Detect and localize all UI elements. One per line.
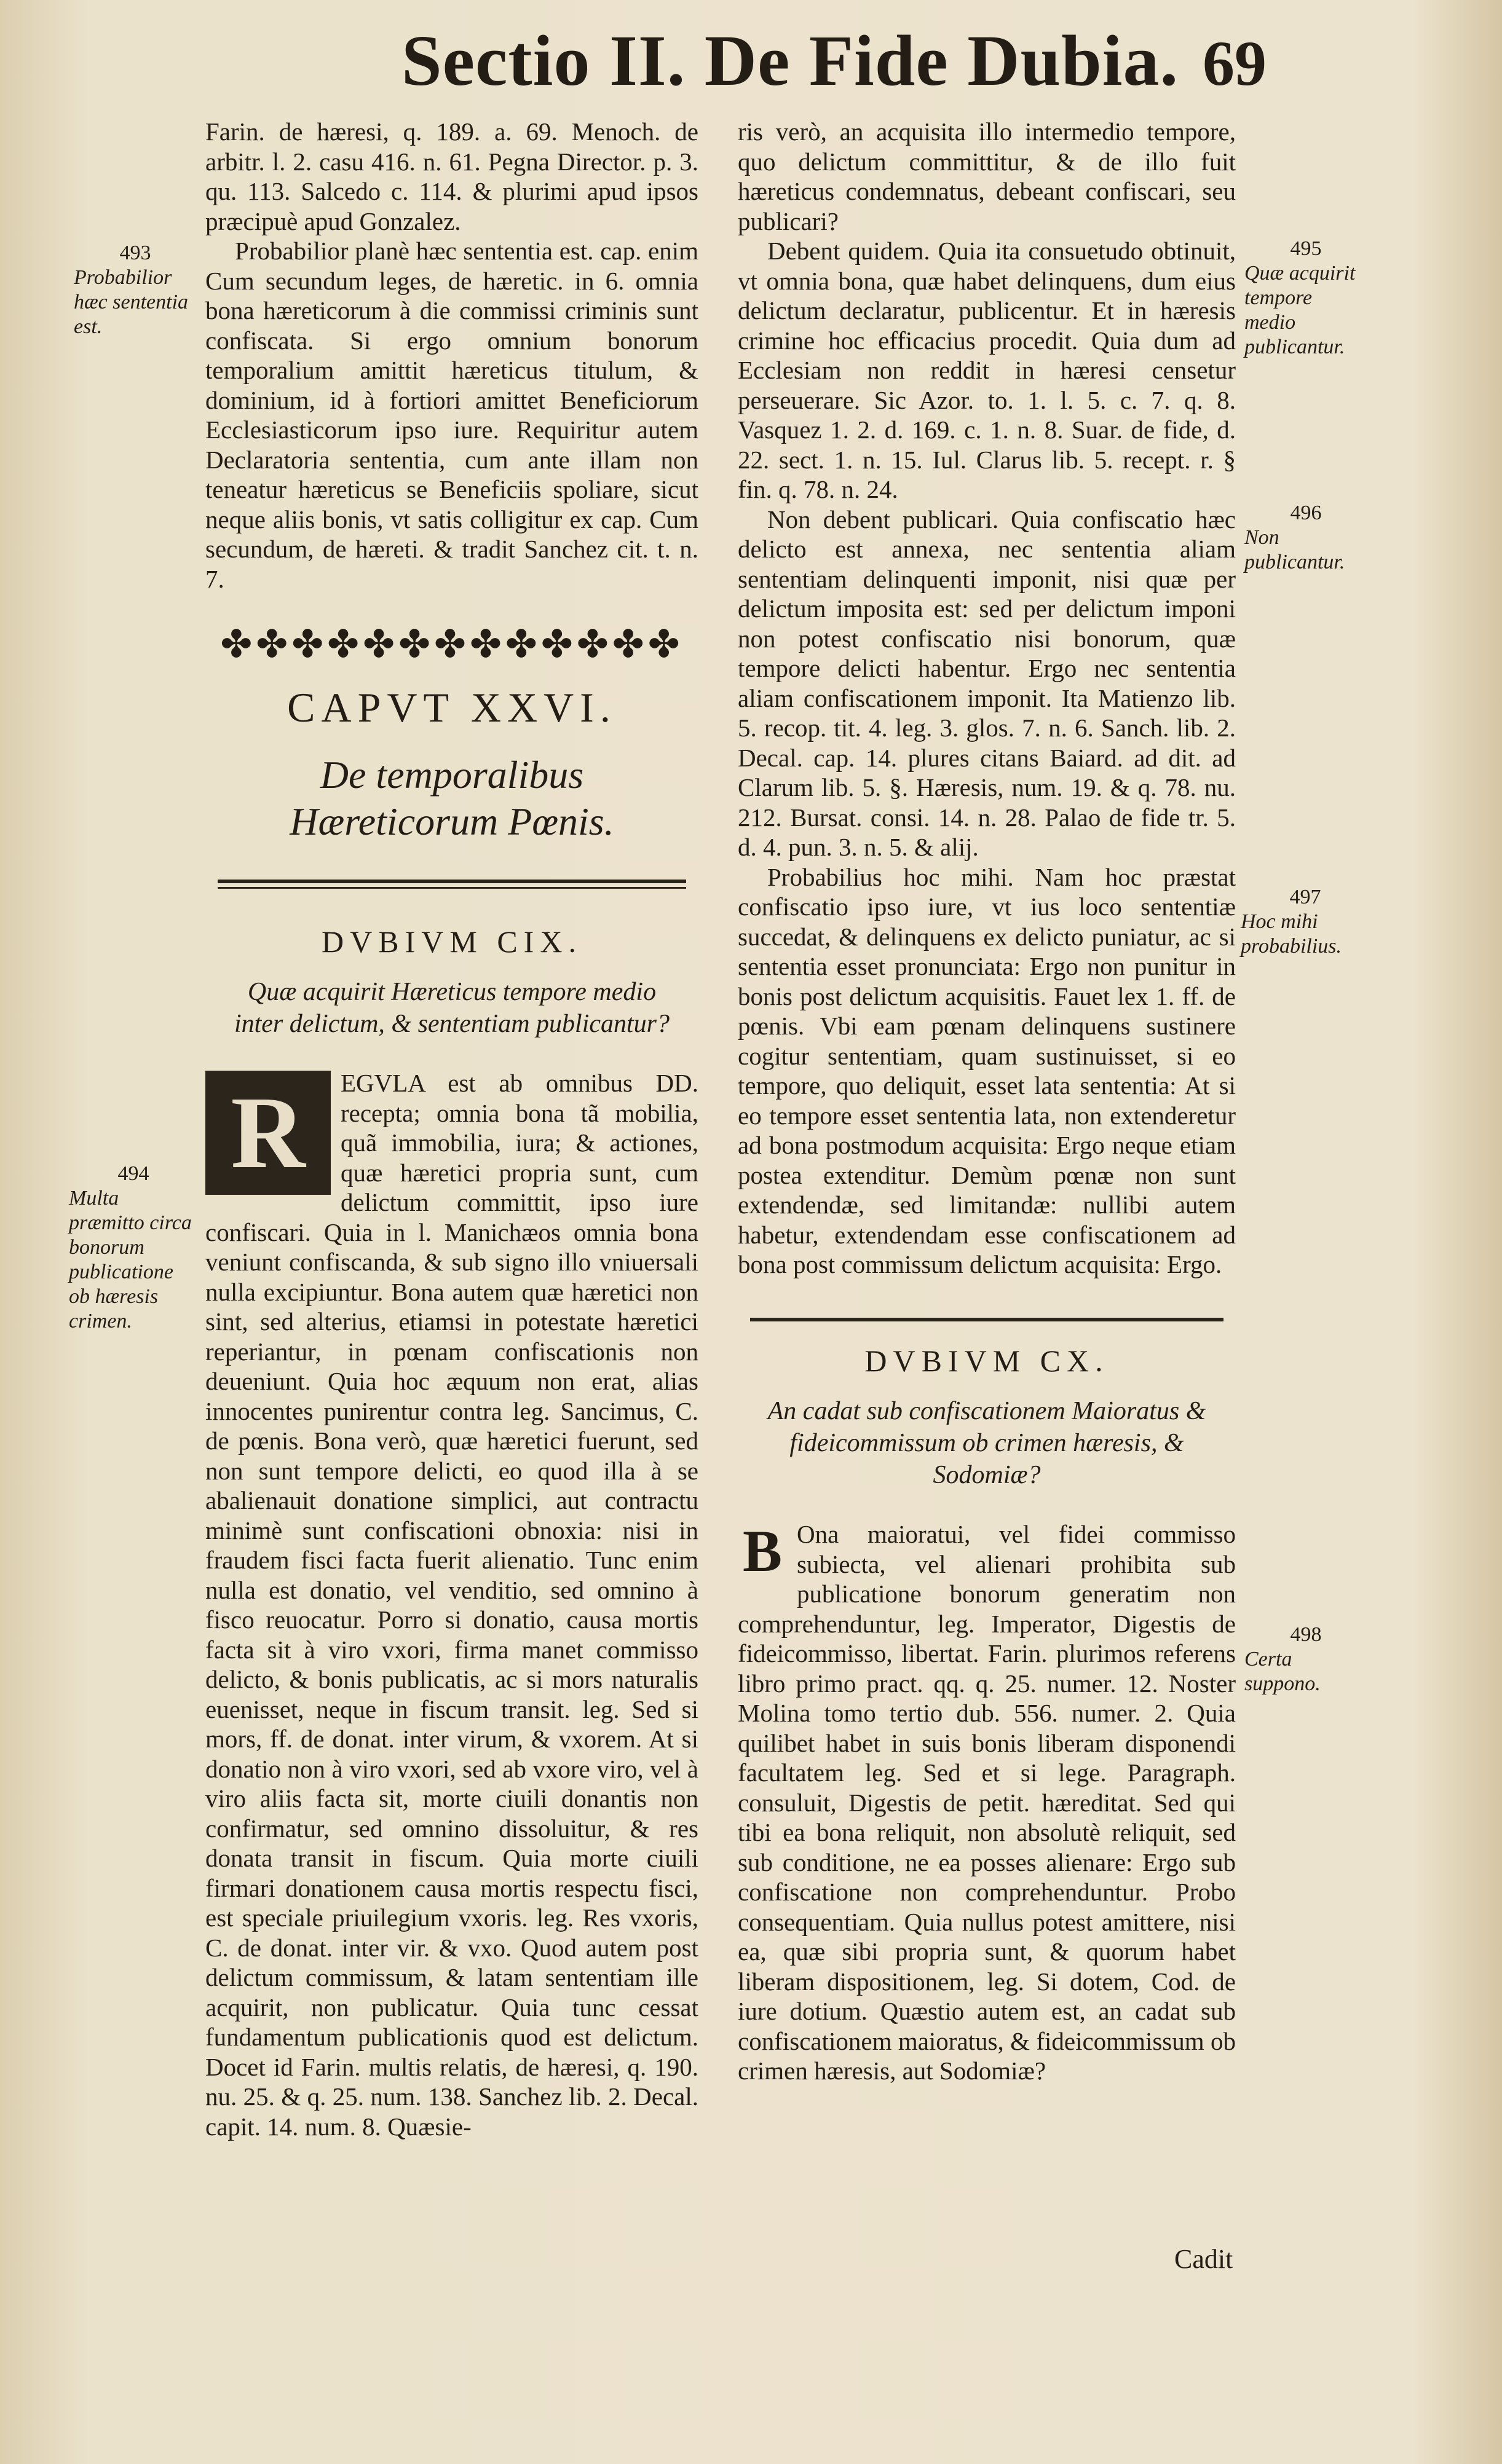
paragraph-continuation: ris verò, an acquisita illo intermedio tempore, quo delictum committitur, & de illo fuit hæreticus condemnatus, debeant confiscari, seu publicari? <box>738 117 1236 235</box>
dubium-question: Quæ acquirit Hæreticus tempore medio inter delictum, & sententiam publicantur? <box>234 978 670 1039</box>
margin-note-text: Non publicantur. <box>1244 526 1345 573</box>
paragraph-498-text: Ona maioratui, vel fidei commisso subiecta, vel alienari prohibita sub publicatione bonorum generatim non comprehenduntur, leg. Imperator, Digestis de fideicommisso, libertat. Farin. plurimos referens libro primo pract. qq. q. 25. numer. 12. Noster Molina tomo tertio dub. 556. numer. 2. Quia quilibet habet in suis bonis liberam disponendi facultatem leg. Sed et si lege. Paragraph. consuluit, Digestis de petit. hæreditat. Sed qui tibi ea bona reliquit, non absolutè reliquit, sed sub conditione, ne ea posses alienare: Ergo sub confiscatione non comprehenduntur. Probo consequentiam. Quia nullus potest amittere, nisi ea, quæ sibi propria sunt, & quorum habet liberam dispositionem, leg. Si dotem, Cod. de iure dotium. Quæstio autem est, an cadat sub confiscationem maioratus, & fideicommissum ob crimen hæresis, aut Sodomiæ? <box>738 1520 1236 2085</box>
paragraph-495: Debent quidem. Quia ita consuetudo obtinuit, vt omnia bona, quæ habet delinquens, dum eius delictum declaratur, publicentur. Et in hæresis crimine hoc efficacius procedit. Quia dum ad Ecclesiam non reddit in hæresi censetur perseuerare. Sic Azor. to. 1. l. 5. c. 7. q. 8. Vasquez 1. 2. d. 169. c. 1. n. 8. Suar. de fide, d. 22. sect. 1. n. 15. Iul. Clarus lib. 5. recept. r. § fin. q. 78. n. 24. <box>738 237 1236 503</box>
catchword: Cadit <box>1174 2244 1233 2274</box>
drop-cap: B <box>742 1518 783 1584</box>
paragraph-498 <box>738 1519 1236 2086</box>
margin-note-number: 495 <box>1290 237 1322 260</box>
chapter-title: CAPVT XXVI. <box>287 684 617 731</box>
margin-note-493 <box>74 241 197 339</box>
chapter-subtitle: De temporalibus Hæreticorum Pœnis. <box>290 752 614 843</box>
divider-rule <box>750 1318 1223 1321</box>
dubium-heading: DVBIVM CX. <box>864 1343 1109 1378</box>
margin-note-text: Certa suppono. <box>1244 1648 1321 1695</box>
ornament-border: ✤✤✤✤✤✤✤✤✤✤✤✤✤ <box>220 624 684 666</box>
margin-note-text: Quæ acquirit tempore medio publicantur. <box>1244 262 1356 358</box>
margin-note-text: Hoc mihi probabilius. <box>1241 910 1342 958</box>
drop-cap: R <box>205 1071 331 1195</box>
margin-note-number: 493 <box>119 242 151 264</box>
margin-note-496 <box>1244 501 1367 575</box>
right-column <box>738 117 1236 2086</box>
margin-note-number: 498 <box>1290 1623 1322 1646</box>
margin-note-number: 497 <box>1289 886 1321 908</box>
paragraph-continuation: Farin. de hæresi, q. 189. a. 69. Menoch. de arbitr. l. 2. casu 416. n. 61. Pegna Director. p. 3. qu. 113. Salcedo c. 114. & plurimi apud ipsos præcipuè apud Gonzalez. <box>205 117 698 235</box>
paragraph-493: Probabilior planè hæc sententia est. cap. enim Cum secundum leges, de hæretic. in 6. omnia bona hæreticorum à die commissi criminis sunt confiscata. Si ergo omnium bonorum temporalium amittit hæreticus titulum, & dominium, id à fortiori amittet Beneficiorum Ecclesiasticorum ipso iure. Requiritur autem Declaratoria sententia, cum ante illam non teneatur hæreticus se Beneficiis spoliare, sicut neque aliis bonis, vt satis colligitur ex cap. Cum secundum, de hæreti. & tradit Sanchez cit. t. n. 7. <box>205 237 698 593</box>
paragraph-497: Probabilius hoc mihi. Nam hoc præstat confiscatio ipso iure, vt ius loco sententiæ succedat, & delinquens ex delicto puniatur, ac si sententia esset pronunciata: Ergo non punitur in bonis post delictum acquisitis. Fauet lex 1. ff. de pœnis. Vbi eam pœnam delinquens sustinere cogitur sententiam, quam sustinuisset, si eo tempore, quo deliquit, esset lata sententia: At si eo tempore esset sententia lata, non extenderetur ad bona postmodum acquisita: Ergo neque etiam postea extenditur. Demùm pœnæ non sunt extendendæ, sed limitandæ: nullibi autem habetur, extendendam esse confiscationem ad bona post commissum delictum acquisita: Ergo. <box>738 862 1236 1278</box>
running-head: Sectio II. De Fide Dubia. <box>401 20 1179 101</box>
margin-note-498 <box>1244 1623 1367 1696</box>
paragraph-494-text: EGVLA est ab omnibus DD. recepta; omnia bona tã mobilia, quã immobilia, iura; & actiones, quæ hæretici propria sunt, cum delictum committit, ipso iure confiscari. Quia in l. Manichæos omnia bona veniunt confiscanda, & sub signo illo vniuersali nulla excipiuntur. Bona autem quæ hæretici non sint, sed alterius, etiamsi in potestate hæretici reperiantur, in pœnam confiscationis non deueniunt. Quia hoc æquum non erat, alias innocentes punirentur contra leg. Sancimus, C. de pœnis. Bona verò, quæ hæretici fuerunt, sed non sunt tempore delicti, eo quod illa à se abalienauit donatione simplici, aut contractu minimè sunt confiscationi obnoxia: nisi in fraudem fisci facta fuerit alienatio. Tunc enim nulla est donatio, vel venditio, sed omnino à fisco reuocatur. Porro si donatio, causa mortis facta sit à viro vxori, firma manet commisso delicto, & bonis publicatis, ac si mors naturalis euenisset, neque in fiscum transit. leg. Sed si mors, ff. de donat. inter virum, & vxorem. At si donatio non à viro vxori, sed ab vxore viro, vel à viro aliis facta sit, morte ciuili donantis non confirmatur, sed omnino dissoluitur, & res donata transit in fiscum. Quia morte ciuili firmari donationem causa mortis respectu fisci, est speciale priuilegium vxoris. leg. Res vxoris, C. de donat. inter vir. & vxo. Quod autem post delictum commissum, & latam sententiam ille acquirit, non publicatur. Quia tunc cessat fundamentum publicationis quod est delictum. Docet id Farin. multis relatis, de hæresi, q. 190. nu. 25. & q. 25. num. 138. Sanchez lib. 2. Decal. capit. 14. num. 8. Quæsie- <box>205 1069 698 2141</box>
margin-note-number: 496 <box>1290 502 1322 524</box>
dubium-heading: DVBIVM CIX. <box>322 924 582 959</box>
margin-note-495 <box>1244 237 1367 360</box>
margin-note-text: Multa præmitto circa bonorum publicatione ob hæresis crimen. <box>69 1187 192 1332</box>
paragraph-496: Non debent publicari. Quia confiscatio hæc delicto est annexa, nec sententia aliam sententiam delinquenti imponit, nisi quæ per delictum imposita est: sed per delictum imponi non potest confiscatio nisi bonorum, quæ tempore delicti habentur. Ergo nec sententia aliam confiscationem imponit. Ita Matienzo lib. 5. recop. tit. 4. leg. 3. glos. 7. n. 6. Sanch. lib. 2. Decal. cap. 14. plures citans Baiard. ad dit. ad Clarum lib. 5. §. Hæresis, num. 19. & q. 78. nu. 212. Bursat. consi. 14. n. 28. Palao de fide tr. 5. d. 4. pun. 3. n. 5. & alij. <box>738 505 1236 861</box>
page-number: 69 <box>1203 28 1267 99</box>
left-column <box>205 117 698 2141</box>
paragraph-494 <box>205 1068 698 2141</box>
margin-note-494 <box>69 1162 198 1334</box>
divider-rule <box>218 880 686 883</box>
margin-note-text: Probabilior hæc sententia est. <box>74 266 189 338</box>
divider-rule-thin <box>218 887 686 889</box>
margin-note-497 <box>1241 885 1370 959</box>
dubium-question: An cadat sub confiscationem Maioratus & fideicommissum ob crimen hæresis, & Sodomiæ? <box>767 1397 1206 1489</box>
margin-note-number: 494 <box>117 1162 149 1185</box>
